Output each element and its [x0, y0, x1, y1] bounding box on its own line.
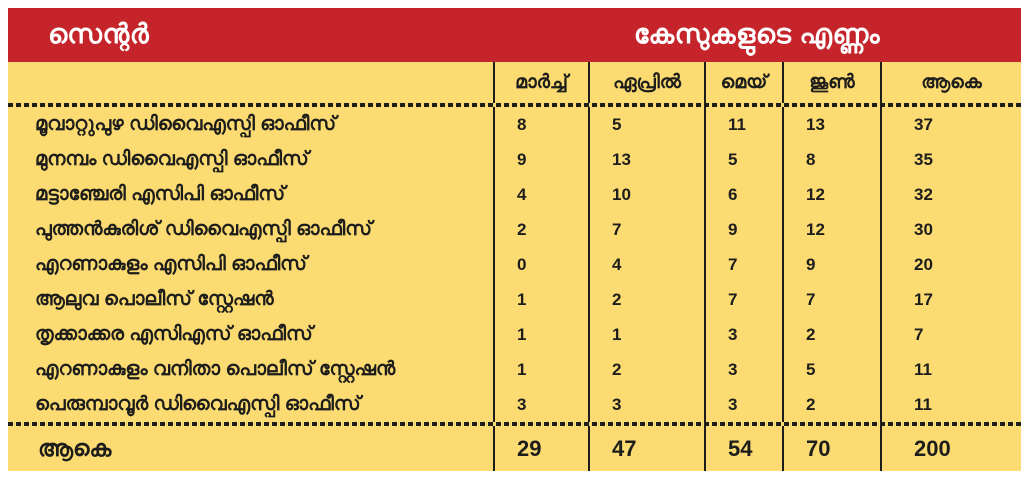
station-name: മട്ടാഞ്ചേരി എസിപി ഓഫീസ് [35, 183, 286, 205]
total-value-march: 29 [493, 426, 588, 471]
case-count-cell: 2 [782, 387, 880, 422]
case-count-cell: 7 [704, 282, 782, 317]
total-value-april: 47 [588, 426, 704, 471]
case-count-cell: 35 [880, 142, 1021, 177]
total-value-june: 70 [782, 426, 880, 471]
case-count-cell: 9 [704, 212, 782, 247]
table-row [8, 282, 1021, 317]
column-header-march: മാർച്ച് [493, 62, 588, 103]
cases-table [8, 8, 1021, 471]
case-count-cell: 17 [880, 282, 1021, 317]
case-count-cell: 2 [782, 317, 880, 352]
station-name: ആലുവ പൊലീസ് സ്റ്റേഷൻ [35, 288, 274, 310]
table-title-band [8, 8, 1021, 62]
table-row [8, 212, 1021, 247]
case-count-cell: 3 [493, 387, 588, 422]
case-count-cell: 4 [588, 247, 704, 282]
case-count-cell: 32 [880, 177, 1021, 212]
case-count-cell: 3 [704, 387, 782, 422]
case-count-cell: 13 [782, 107, 880, 142]
case-count-cell: 7 [588, 212, 704, 247]
column-header-may: മെയ് [704, 62, 782, 103]
case-count-cell: 2 [493, 212, 588, 247]
station-name: എറണാകുളം എസിപി ഓഫീസ് [35, 253, 307, 275]
case-count-cell: 8 [782, 142, 880, 177]
case-count-cell: 11 [704, 107, 782, 142]
case-count-cell: 4 [493, 177, 588, 212]
column-header-total: ആകെ [880, 62, 1021, 103]
case-count-cell: 37 [880, 107, 1021, 142]
column-header-june: ജൂൺ [782, 62, 880, 103]
case-count-cell: 7 [880, 317, 1021, 352]
table-row [8, 177, 1021, 212]
case-count-cell: 1 [493, 282, 588, 317]
case-count-cell: 20 [880, 247, 1021, 282]
case-count-cell: 12 [782, 212, 880, 247]
column-header-spacer [8, 62, 493, 103]
case-count-cell: 5 [588, 107, 704, 142]
case-count-cell: 1 [588, 317, 704, 352]
station-name: എറണാകുളം വനിതാ പൊലീസ് സ്റ്റേഷൻ [35, 358, 396, 380]
case-count-cell: 2 [588, 352, 704, 387]
table-row [8, 387, 1021, 422]
case-count-cell: 9 [782, 247, 880, 282]
case-count-cell: 2 [588, 282, 704, 317]
case-count-cell: 1 [493, 352, 588, 387]
case-count-cell: 1 [493, 317, 588, 352]
case-count-title: കേസുകളുടെ എണ്ണം [633, 19, 881, 49]
case-count-cell: 13 [588, 142, 704, 177]
station-name: പുത്തൻകുരിശ് ഡിവൈഎസ്പി ഓഫീസ് [35, 218, 372, 240]
station-name: മൂവാറ്റുപുഴ ഡിവൈഎസ്പി ഓഫീസ് [35, 113, 337, 135]
table-row [8, 317, 1021, 352]
case-count-cell: 9 [493, 142, 588, 177]
case-count-cell: 11 [880, 352, 1021, 387]
case-count-cell: 3 [704, 352, 782, 387]
case-count-cell: 6 [704, 177, 782, 212]
case-count-cell: 7 [704, 247, 782, 282]
station-name: തൃക്കാക്കര എസിഎസ് ഓഫീസ് [35, 323, 313, 345]
station-name: പെരുമ്പാവൂർ ഡിവൈഎസ്പി ഓഫീസ് [35, 393, 361, 415]
total-value-may: 54 [704, 426, 782, 471]
total-value-overall: 200 [880, 426, 1021, 471]
table-row [8, 247, 1021, 282]
center-column-title: സെന്റർ [48, 19, 150, 49]
table-row [8, 352, 1021, 387]
station-name: മുനമ്പം ഡിവൈഎസ്പി ഓഫീസ് [35, 148, 309, 170]
case-count-cell: 10 [588, 177, 704, 212]
table-row [8, 142, 1021, 177]
case-count-cell: 8 [493, 107, 588, 142]
column-header-april: ഏപ്രിൽ [588, 62, 704, 103]
case-count-cell: 11 [880, 387, 1021, 422]
case-count-cell: 0 [493, 247, 588, 282]
case-count-cell: 3 [704, 317, 782, 352]
case-count-cell: 7 [782, 282, 880, 317]
table-row [8, 107, 1021, 142]
total-row [8, 426, 1021, 471]
case-count-cell: 12 [782, 177, 880, 212]
case-count-cell: 30 [880, 212, 1021, 247]
case-count-cell: 5 [782, 352, 880, 387]
column-header-row [8, 62, 1021, 103]
total-label: ആകെ [38, 435, 112, 461]
case-count-cell: 3 [588, 387, 704, 422]
case-count-cell: 5 [704, 142, 782, 177]
